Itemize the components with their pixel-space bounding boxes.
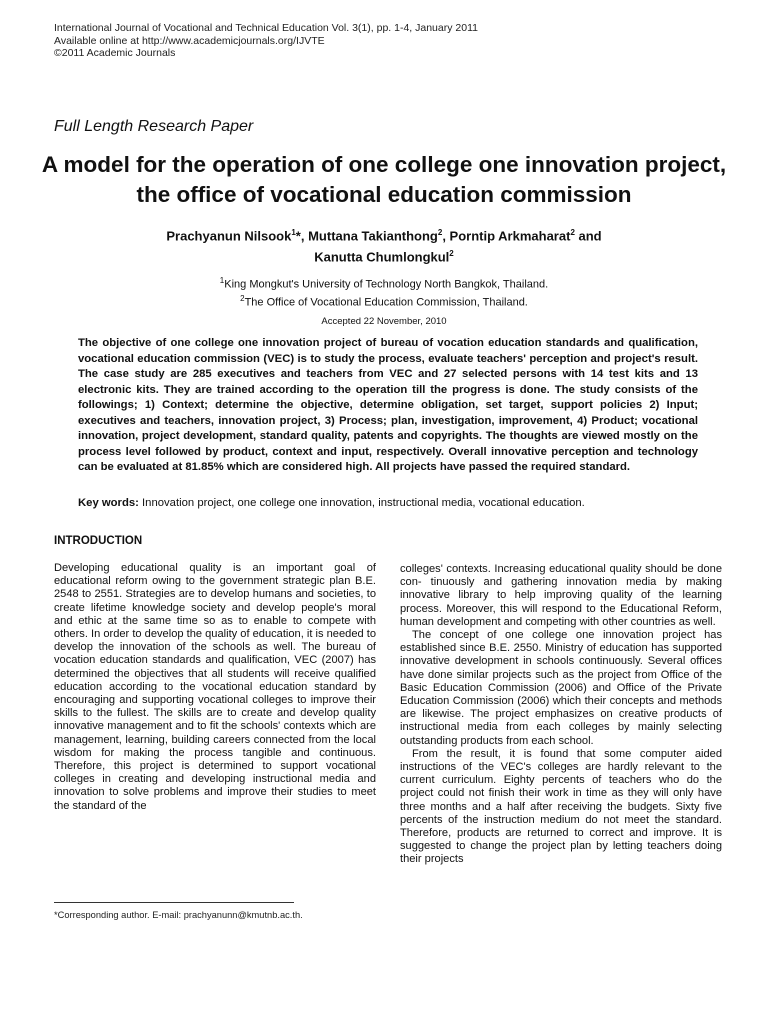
paragraph: colleges' contexts. Increasing educational quality should be done con- tinuously and gathering innovation media by making innovative library to help improving quality of the learning process. Moreover, this will respond to the Educational Reform, human development and competing with other countries as well. — [400, 563, 722, 628]
keywords-label: Key words: — [78, 497, 139, 509]
author-affiliation-mark: 2 — [437, 228, 443, 237]
affiliation-text: King Mongkut's University of Technology North Bangkok, Thailand. — [224, 278, 549, 291]
abstract: The objective of one college one innovation project of bureau of vocation education standards and qualification, vocational education commission (VEC) is to study the process, evaluate teachers' perception and project's result. The case study are 285 executives and teachers from VEC and 27 selected persons with 14 test kits and 13 electronic kits. They are trained according to the operation till the progress is done. The study consists of the followings; 1) Context; determine the objective, determine obligation, set target, support policies 2) Input; executives and teachers, innovation project, 3) Process; plan, investigation, improvement, 4) Product; vocational innovation, project development, standard quality, patents and copyrights. The thoughts are viewed mostly on the process level followed by product, context and input, respectively. Overall innovative perception and technology can be evaluated at 81.85% which are considered high. All projects have passed the required standard. — [78, 337, 698, 473]
paper-title: A model for the operation of one college one innovation project, the office of vocational education commission — [41, 152, 727, 207]
footnote-divider — [54, 902, 294, 903]
journal-header — [54, 22, 478, 60]
author-name: Prachyanun Nilsook — [166, 228, 292, 244]
corresponding-author-footnote: *Corresponding author. E-mail: prachyanunn@kmutnb.ac.th. — [54, 910, 303, 920]
paragraph: The concept of one college one innovation project has established since B.E. 2550. Ministry of education has supported innovative development in schools continuously. Several offices have done similar projects such as the project from Office of the Basic Education Commission (2006) and Office of the Private Education Commission (2006) which their concepts and methods are likewise. The project emphasizes on creative products of instructional media from each colleges by mainly selecting outstanding products from each school. — [400, 629, 722, 747]
paper-type: Full Length Research Paper — [54, 118, 254, 135]
keywords-text: Innovation project, one college one innovation, instructional media, vocational education. — [138, 497, 585, 509]
author-affiliation-mark: 2 — [449, 249, 454, 259]
author-separator: *, — [295, 228, 309, 244]
author-name: Porntip Arkmaharat — [449, 228, 571, 244]
journal-copyright: ©2011 Academic Journals — [54, 47, 176, 59]
journal-url: Available online at http://www.academicjournals.org/IJVTE — [54, 34, 325, 47]
right-column — [400, 563, 722, 867]
affiliation-item — [40, 292, 728, 310]
paragraph: From the result, it is found that some computer aided instructions of the VEC's colleges are hardly relevant to the current curriculum. Eighty percents of teachers who do the project could not finish their work in time as they will only have three months and a half after receiving the budgets. Sixty five percents of the instruction medium do not meet the standard. Therefore, products are returned to correct and improve. It is suggested to change the project plan by letting teachers doing their projects — [400, 747, 722, 866]
author-separator: and — [574, 228, 602, 244]
author-affiliation-mark: 2 — [570, 228, 575, 237]
section-heading-introduction: INTRODUCTION — [54, 535, 143, 547]
author-separator: , — [442, 228, 450, 244]
affiliation-text: The Office of Vocational Education Commission, Thailand. — [244, 296, 528, 309]
affiliation-mark: 2 — [240, 293, 245, 303]
author-name: Kanutta Chumlongkul — [314, 249, 450, 265]
left-column — [54, 562, 376, 813]
author-name: Muttana Takianthong — [308, 228, 438, 244]
affiliations — [40, 274, 728, 309]
accepted-date: Accepted 22 November, 2010 — [321, 316, 447, 327]
affiliation-mark: 1 — [219, 276, 225, 285]
author-list — [40, 224, 728, 267]
affiliation-item — [40, 274, 728, 292]
keywords — [78, 496, 698, 511]
author-affiliation-mark: 1 — [291, 228, 296, 237]
paragraph: Developing educational quality is an important goal of educational reform owing to the government strategic plan B.E. 2548 to 2551. Strategies are to develop humans and societies, to create lifetime knowledge society and develop people's moral and ethic at the same time so as to enable to compete with others. In order to develop the quality of education, it is needed to develop the innovation of the schools as well. The bureau of vocation education standards and qualification, VEC (2007) has determined the objectives that all students will receive qualified education according to the vocational education standard by encouraging and supporting vocational colleges to improve their skills to the fullest. The skills are to create and develop quality innovative management and to fit the schools' contexts which are management, learning, building careers connected from the local wisdom for making the process tangible and continuous. Therefore, this project is determined to support vocational colleges in creating and developing instructional media and innovation to solve problems and improve their studies to meet the standard of the — [54, 562, 376, 812]
journal-citation: International Journal of Vocational and Technical Education Vol. 3(1), pp. 1-4, January 2011 — [54, 22, 478, 34]
